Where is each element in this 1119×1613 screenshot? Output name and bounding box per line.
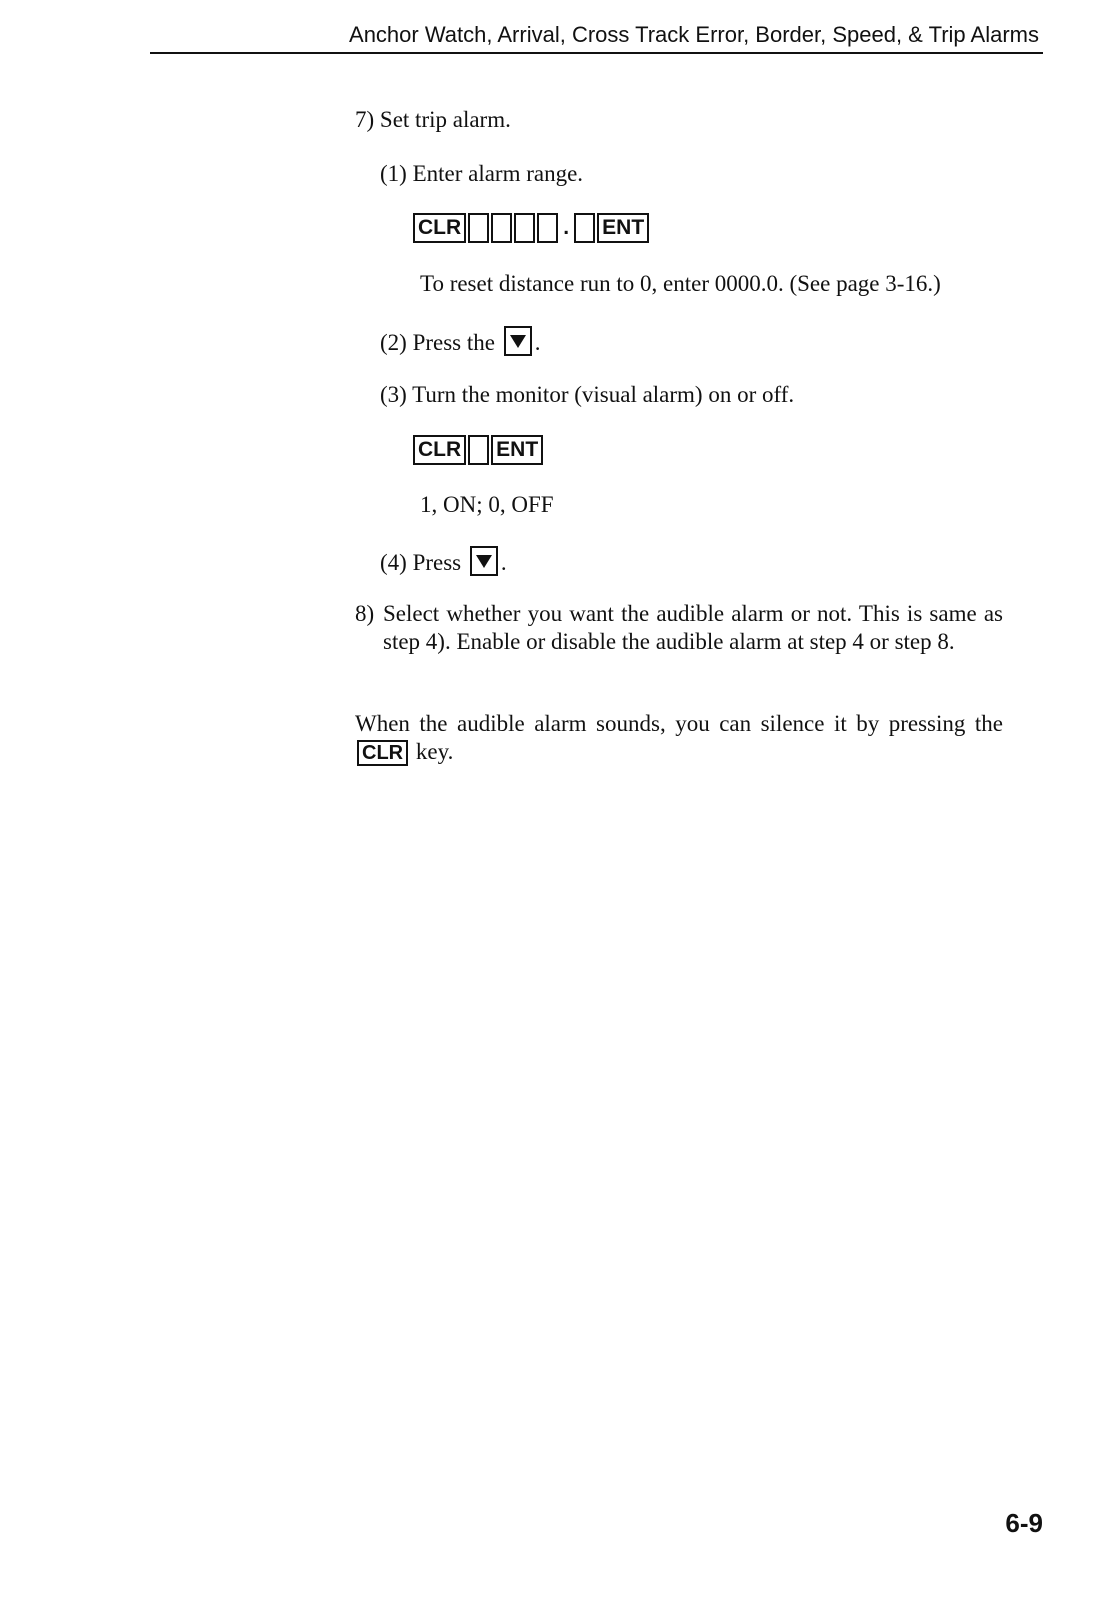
ent-key: ENT (597, 213, 649, 243)
down-arrow-icon (470, 546, 498, 576)
step-7-4 (380, 546, 507, 577)
digit-box (491, 213, 512, 243)
step-7: 7) Set trip alarm. (355, 107, 511, 132)
step-8-text: Select whether you want the audible alarm or not. This is same as step 4). Enable or disable the audible alarm at step 4 or step 8. (383, 601, 1003, 654)
step-7-2-text: (2) Press the (380, 330, 495, 355)
digit-box (537, 213, 558, 243)
clr-key: CLR (413, 435, 466, 465)
page-number: 6-9 (1005, 1508, 1043, 1538)
step-7-1: (1) Enter alarm range. (380, 161, 584, 186)
step-7-4-period: . (500, 550, 507, 575)
silence-note-text: When the audible alarm sounds, you can silence it by pressing the (355, 711, 1003, 736)
step-7-4-text: (4) Press (380, 550, 462, 575)
step-7-3: (3) Turn the monitor (visual alarm) on or off. (380, 382, 795, 407)
digit-box (468, 213, 489, 243)
digit-box (574, 213, 595, 243)
on-off-note: 1, ON; 0, OFF (420, 492, 554, 517)
silence-note (355, 710, 1003, 766)
reset-note: To reset distance run to 0, enter 0000.0. (See page 3-16.) (420, 271, 941, 296)
ent-key: ENT (491, 435, 543, 465)
step-8-number: 8) (355, 601, 375, 626)
digit-box (514, 213, 535, 243)
clr-key: CLR (357, 740, 408, 766)
step-7-2-period: . (534, 330, 541, 355)
down-arrow-icon (504, 326, 532, 356)
digit-box (468, 435, 489, 465)
range-key-sequence (413, 213, 651, 243)
silence-note-end: key. (415, 739, 454, 764)
step-7-2 (380, 326, 540, 357)
decimal-point: . (563, 216, 570, 239)
running-header: Anchor Watch, Arrival, Cross Track Error, Border, Speed, & Trip Alarms (150, 20, 1043, 54)
monitor-key-sequence (413, 435, 545, 465)
clr-key: CLR (413, 213, 466, 243)
